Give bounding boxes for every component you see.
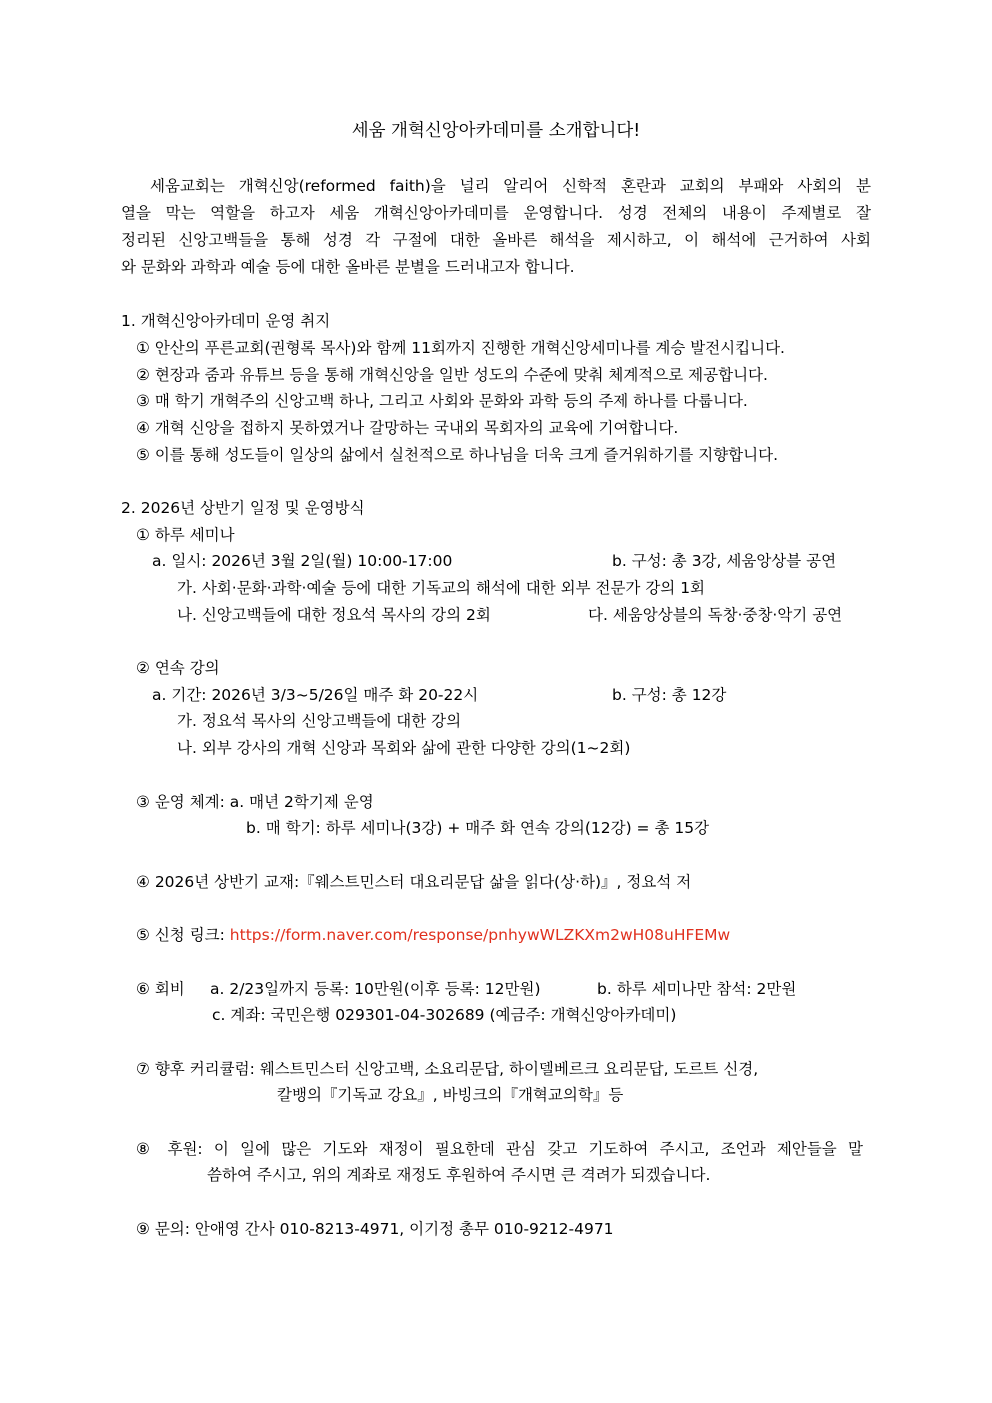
intro-line-1: 세움교회는 개혁신앙(reformed faith)을 널리 알리어 신학적 혼란과 교회의 부패와 사회의 분 [150,177,871,195]
seminar-item-da: 다. 세움앙상블의 독창·중창·악기 공연 [588,606,843,624]
system-line-2: b. 매 학기: 하루 세미나(3강) + 매주 화 연속 강의(12강) = 총 15강 [246,819,710,837]
apply-line [136,925,730,945]
fee-label: ⑥ 회비 [136,980,185,998]
series-composition: b. 구성: 총 12강 [612,686,727,704]
series-period: a. 기간: 2026년 3/3~5/26일 매주 화 20-22시 [152,686,479,704]
page-title: 세움 개혁신앙아카데미를 소개합니다! [351,121,641,141]
intro-line-3: 정리된 신앙고백들을 통해 성경 각 구절에 대한 올바른 해석을 제시하고, 이 해석에 근거하여 사회 [121,231,871,249]
textbook-line: ④ 2026년 상반기 교재:『웨스트민스터 대요리문답 삶을 읽다(상·하)』, 정요석 저 [136,873,692,891]
fee-a: a. 2/23일까지 등록: 10만원(이후 등록: 12만원) [210,980,541,998]
seminar-heading: ① 하루 세미나 [136,526,235,544]
purpose-item-2: ② 현장과 줌과 유튜브 등을 통해 개혁신앙을 일반 성도의 수준에 맞춰 체계적으로 제공합니다. [136,366,768,384]
curriculum-line-2: 칼뱅의『기독교 강요』, 바빙크의『개혁교의학』등 [277,1086,624,1104]
section-2-heading: 2. 2026년 상반기 일정 및 운영방식 [121,499,365,517]
curriculum-line-1: ⑦ 향후 커리큘럼: 웨스트민스터 신앙고백, 소요리문답, 하이델베르크 요리문답, 도르트 신경, [136,1060,759,1078]
series-heading: ② 연속 강의 [136,659,220,677]
intro-line-4: 와 문화와 과학과 예술 등에 대한 올바른 분별을 드러내고자 합니다. [121,258,575,276]
apply-link[interactable]: https://form.naver.com/response/pnhywWLZKXm2wH08uHFEMw [229,926,731,944]
series-item-ga: 가. 정요석 목사의 신앙고백들에 대한 강의 [177,712,462,730]
seminar-item-na: 나. 신앙고백들에 대한 정요석 목사의 강의 2회 [177,606,491,624]
section-1-heading: 1. 개혁신앙아카데미 운영 취지 [121,312,331,330]
purpose-item-1: ① 안산의 푸른교회(권형록 목사)와 함께 11회까지 진행한 개혁신앙세미나를 계승 발전시킵니다. [136,339,785,357]
fee-b: b. 하루 세미나만 참석: 2만원 [597,980,797,998]
support-line-2: 씀하여 주시고, 위의 계좌로 재정도 후원하여 주시면 큰 격려가 되겠습니다. [207,1166,711,1184]
seminar-composition: b. 구성: 총 3강, 세움앙상블 공연 [612,552,837,570]
seminar-date: a. 일시: 2026년 3월 2일(월) 10:00-17:00 [152,552,453,570]
system-line-1: ③ 운영 체계: a. 매년 2학기제 운영 [136,793,374,811]
fee-account: c. 계좌: 국민은행 029301-04-302689 (예금주: 개혁신앙아카데미) [212,1006,677,1024]
seminar-item-ga: 가. 사회·문화·과학·예술 등에 대한 기독교의 해석에 대한 외부 전문가 강의 1회 [177,579,706,597]
support-line-1: ⑧ 후원: 이 일에 많은 기도와 재정이 필요한데 관심 갖고 기도하여 주시고, 조언과 제안들을 말 [136,1140,863,1158]
apply-label: ⑤ 신청 링크: [136,926,230,944]
series-item-na: 나. 외부 강사의 개혁 신앙과 목회와 삶에 관한 다양한 강의(1~2회) [177,739,631,757]
purpose-item-5: ⑤ 이를 통해 성도들이 일상의 삶에서 실천적으로 하나님을 더욱 크게 즐거워하기를 지향합니다. [136,446,778,464]
contact-line: ⑨ 문의: 안애영 간사 010-8213-4971, 이기정 총무 010-9212-4971 [136,1220,614,1238]
purpose-item-4: ④ 개혁 신앙을 접하지 못하였거나 갈망하는 국내외 목회자의 교육에 기여합니다. [136,419,679,437]
intro-line-2: 열을 막는 역할을 하고자 세움 개혁신앙아카데미를 운영합니다. 성경 전체의 내용이 주제별로 잘 [121,204,871,222]
purpose-item-3: ③ 매 학기 개혁주의 신앙고백 하나, 그리고 사회와 문화와 과학 등의 주제 하나를 다룹니다. [136,392,748,410]
